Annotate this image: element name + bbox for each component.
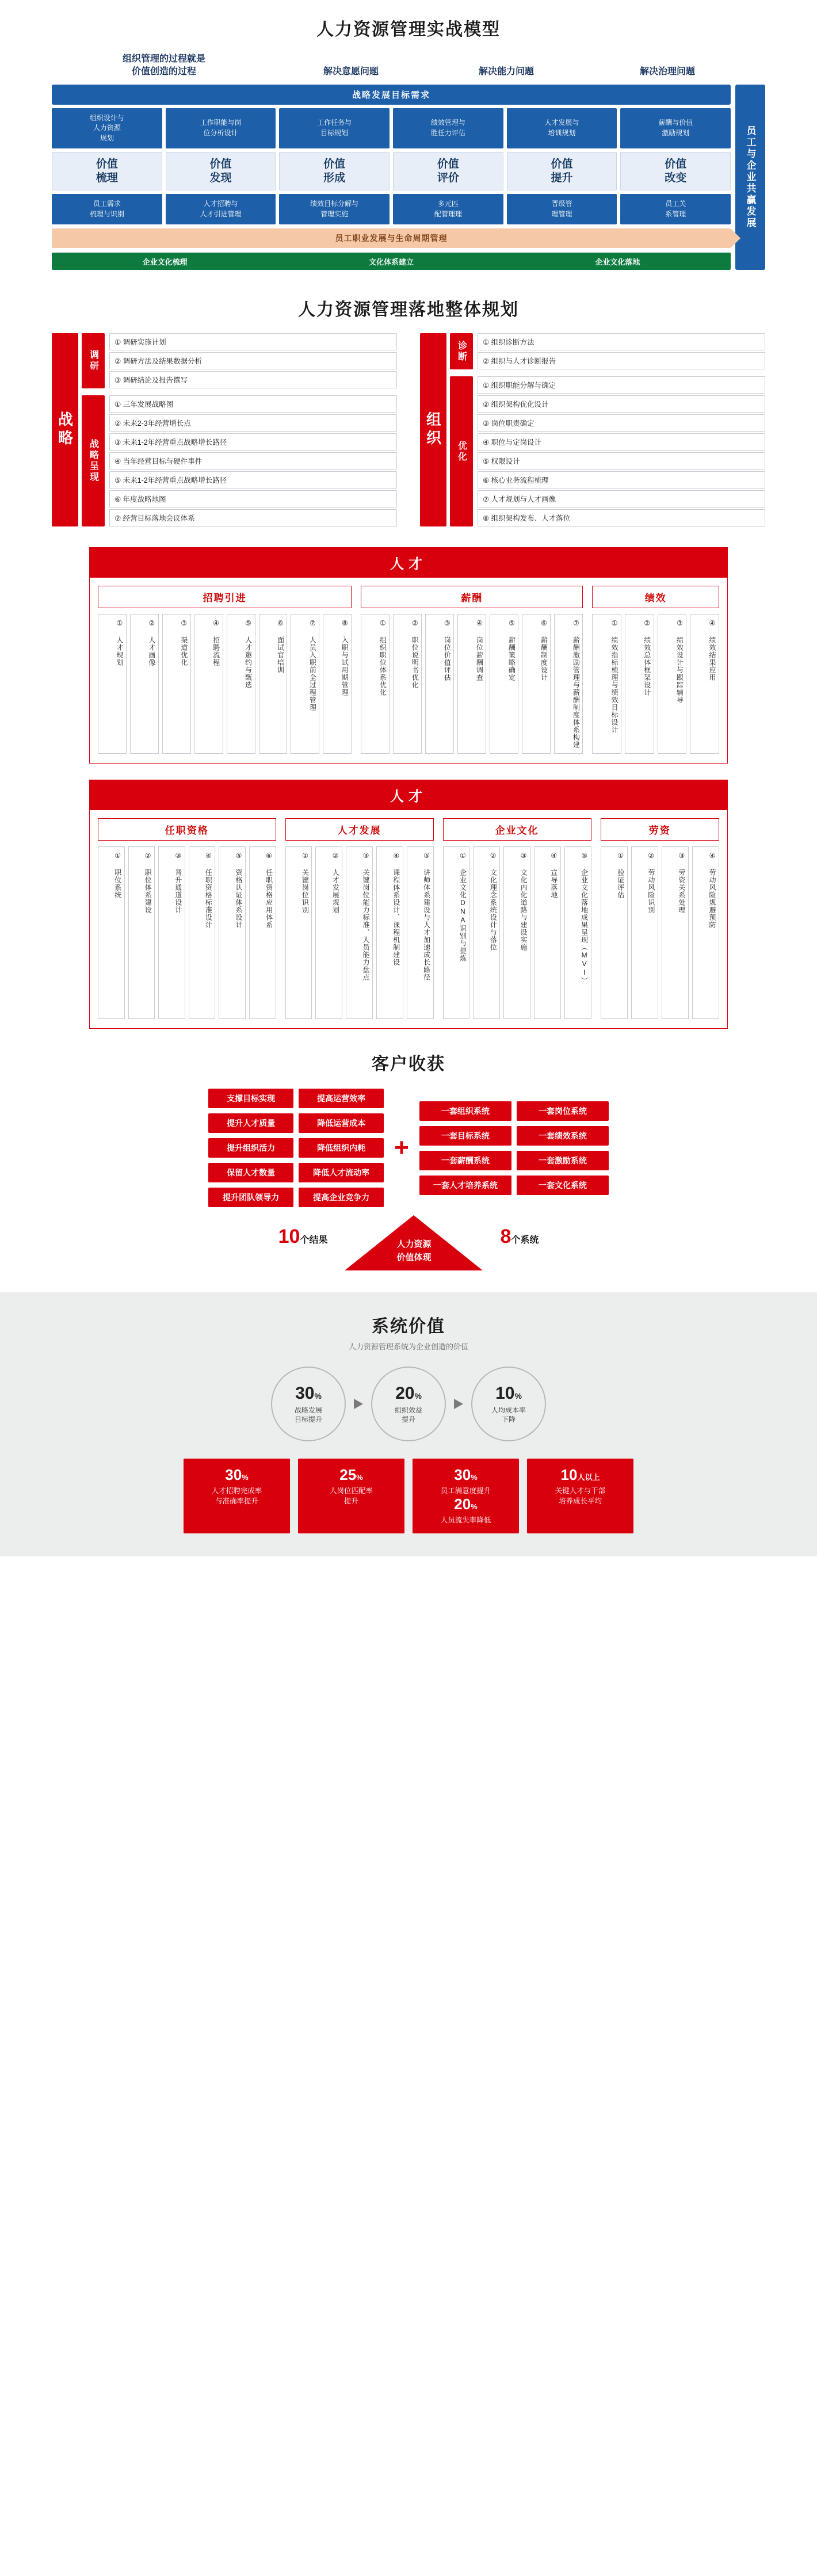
planning-columns — [52, 333, 765, 526]
talent-item: ② 人才发展规划 — [315, 846, 342, 1019]
plus-icon: + — [394, 1134, 409, 1162]
metric-label: 人才招聘完成率 与准确率提升 — [211, 1486, 262, 1505]
value-circle-number: 10% — [495, 1384, 522, 1403]
metric-value: 30% — [225, 1466, 249, 1484]
action-cell-1: 人才招聘与 人才引进管理 — [166, 194, 276, 224]
metric-label: 关键人才与干部 培养成长平均 — [555, 1486, 606, 1505]
win-win-side-label: 员工与企业共赢发展 — [735, 85, 765, 270]
talent-item: ① 关键岗位识别 — [285, 846, 312, 1019]
result-item: 提升人才质量 — [208, 1113, 293, 1133]
list-item: ② 调研方法及结果数据分析 — [109, 352, 397, 369]
organization-group-list-1 — [478, 376, 765, 526]
talent-item: ③ 劳资关系处理 — [662, 846, 689, 1019]
organization-groups — [450, 333, 765, 526]
action-cell-2: 绩效目标分解与 管理实施 — [279, 194, 390, 224]
result-row-1 — [208, 1113, 384, 1133]
metric-label: 人岗位匹配率 提升 — [329, 1486, 373, 1505]
system-item: 一套组织系统 — [419, 1101, 511, 1121]
result-row-2 — [208, 1138, 384, 1158]
organization-group-list-0 — [478, 333, 765, 369]
talent-group-head-1: 人才发展 — [285, 818, 434, 841]
talent-item: ④ 课程体系设计、课程机制建设 — [376, 846, 403, 1019]
system-row-2 — [419, 1151, 609, 1170]
talent-group-head-1: 薪酬 — [361, 586, 583, 608]
organization-label: 组织 — [420, 333, 446, 526]
talent-item: ⑤ 薪酬策略确定 — [490, 614, 518, 754]
system-item: 一套目标系统 — [419, 1126, 511, 1146]
value-circle-number: 30% — [295, 1384, 322, 1403]
strategy-goal-bar: 战略发展目标需求 — [52, 85, 731, 105]
talent-item: ③ 岗位价值评估 — [425, 614, 454, 754]
planning-organization — [420, 333, 765, 526]
list-item: ① 组织诊断方法 — [478, 333, 765, 350]
list-item: ⑦ 经营目标落地会议体系 — [109, 509, 397, 526]
planning-strategy — [52, 333, 397, 526]
talent-item: ① 绩效指标梳理与绩效目标设计 — [592, 614, 621, 754]
action-cell-5: 员工关 系管理 — [620, 194, 731, 224]
talent-item: ① 验证评估 — [601, 846, 628, 1019]
culture-band — [52, 253, 731, 270]
talent-item: ① 企业文化DNA识别与提炼 — [443, 846, 470, 1019]
result-row-0 — [208, 1089, 384, 1108]
list-item: ① 调研实施计划 — [109, 333, 397, 350]
heading-0: 组织管理的过程就是 价值创造的过程 — [122, 54, 205, 77]
section1-headings — [52, 53, 765, 79]
talent-group-0 — [98, 818, 276, 1019]
value-cell-3: 价值 评价 — [393, 152, 503, 191]
arrow-right-icon — [354, 1399, 363, 1409]
value-cell-4: 价值 提升 — [507, 152, 617, 191]
value-circle-2 — [471, 1367, 546, 1441]
talent-item: ④ 岗位薪酬调查 — [457, 614, 486, 754]
result-item: 降低组织内耗 — [299, 1138, 384, 1158]
talent-item: ⑤ 人才邀约与甄选 — [227, 614, 255, 754]
result-item: 提升团队领导力 — [208, 1188, 293, 1207]
heading-1: 解决意愿问题 — [323, 67, 379, 77]
talent-item: ⑤ 资格认证体系设计 — [219, 846, 246, 1019]
metric-card-1 — [298, 1459, 404, 1533]
culture-item-1: 文化体系建立 — [368, 257, 414, 266]
metric-card-0 — [184, 1459, 290, 1533]
model-row-actions — [52, 194, 731, 224]
list-item: ④ 当年经营目标与硬件事件 — [109, 452, 397, 470]
talent-group-columns-1 — [285, 846, 434, 1019]
talent-item: ⑦ 薪酬激励管理与薪酬制度体系构建 — [554, 614, 583, 754]
talent-title-1: 人才 — [89, 547, 728, 578]
result-item: 保留人才数量 — [208, 1163, 293, 1182]
talent-item: ⑥ 面试官培训 — [259, 614, 288, 754]
talent-item: ③ 文化内化道路与建设实施 — [503, 846, 530, 1019]
section1-matrix — [52, 85, 731, 270]
system-item: 一套激励系统 — [517, 1151, 609, 1170]
metric-value-2: 20% — [454, 1495, 478, 1513]
results-count-number: 10 — [278, 1226, 300, 1248]
talent-groups-2 — [89, 810, 728, 1029]
system-item: 一套薪酬系统 — [419, 1151, 511, 1170]
systems-count — [500, 1215, 539, 1248]
talent-item: ⑤ 企业文化落地成果呈现（MVI） — [564, 846, 591, 1019]
function-cell-0: 组织设计与 人力资源 规划 — [52, 108, 162, 148]
talent-item: ④ 绩效结果应用 — [690, 614, 719, 754]
list-item: ⑥ 年度战略地图 — [109, 490, 397, 507]
result-item: 提升组织活力 — [208, 1138, 293, 1158]
talent-item: ③ 晋升通道设计 — [158, 846, 185, 1019]
talent-group-head-0: 招聘引进 — [98, 586, 352, 608]
talent-item: ④ 宣导落地 — [534, 846, 561, 1019]
result-item: 降低人才流动率 — [299, 1163, 384, 1182]
talent-group-head-2: 绩效 — [592, 586, 719, 608]
list-item: ② 组织架构优化设计 — [478, 395, 765, 413]
list-item: ② 组织与人才诊断报告 — [478, 352, 765, 369]
function-cell-2: 工作任务与 目标规划 — [279, 108, 390, 148]
talent-item: ⑥ 薪酬制度设计 — [522, 614, 551, 754]
action-cell-4: 晋级管 理管理 — [507, 194, 617, 224]
value-cell-2: 价值 形成 — [279, 152, 390, 191]
section-customer-gains — [0, 1035, 817, 1276]
organization-group-label-0: 诊断 — [450, 333, 473, 369]
value-circle-caption: 战略发展 目标提升 — [294, 1406, 322, 1424]
value-cell-1: 价值 发现 — [166, 152, 276, 191]
talent-item: ② 职位体系建设 — [128, 846, 155, 1019]
list-item: ④ 职位与定岗设计 — [478, 433, 765, 451]
talent-block-1 — [89, 547, 728, 764]
value-metrics — [0, 1459, 817, 1533]
talent-item: ② 人才画像 — [130, 614, 159, 754]
talent-group-columns-0 — [98, 846, 276, 1019]
talent-group-head-0: 任职资格 — [98, 818, 276, 841]
arrow-right-icon — [454, 1399, 463, 1409]
organization-group-0 — [450, 333, 765, 369]
talent-group-1 — [361, 586, 583, 754]
lifecycle-band: 员工职业发展与生命周期管理 — [52, 228, 731, 248]
section5-title: 客户收获 — [372, 1055, 445, 1074]
heading-2: 解决能力问题 — [478, 67, 534, 77]
systems-grid — [419, 1101, 609, 1195]
talent-group-columns-2 — [592, 614, 719, 754]
gains-wrap — [121, 1089, 696, 1207]
strategy-group-0 — [82, 333, 397, 388]
strategy-label: 战略 — [52, 333, 78, 526]
function-cell-3: 绩效管理与 胜任力评估 — [393, 108, 503, 148]
list-item: ③ 未来1-2年经营重点战略增长路径 — [109, 433, 397, 451]
list-item: ① 三年发展战略图 — [109, 395, 397, 413]
talent-item: ② 绩效总体框架设计 — [625, 614, 654, 754]
results-grid — [208, 1089, 384, 1207]
talent-group-2 — [443, 818, 591, 1019]
talent-item: ② 文化理念系统设计与落位 — [473, 846, 500, 1019]
section1-title: 人力资源管理实战模型 — [316, 20, 501, 39]
system-item: 一套岗位系统 — [517, 1101, 609, 1121]
talent-item: ③ 渠道优化 — [162, 614, 191, 754]
talent-group-columns-2 — [443, 846, 591, 1019]
heading-3: 解决治理问题 — [639, 67, 695, 77]
section-planning — [0, 281, 817, 537]
list-item: ⑤ 未来1-2年经营重点战略增长路径 — [109, 471, 397, 489]
metric-value: 25% — [339, 1466, 363, 1484]
function-cell-4: 人才发展与 培训规划 — [507, 108, 617, 148]
list-item: ⑧ 组织架构发布、人才落位 — [478, 509, 765, 526]
strategy-group-label-0: 调研 — [82, 333, 105, 388]
function-cell-5: 薪酬与价值 激励规划 — [620, 108, 731, 148]
talent-item: ⑥ 任职资格应用体系 — [249, 846, 276, 1019]
talent-group-columns-1 — [361, 614, 583, 754]
organization-group-label-1: 优化 — [450, 376, 473, 526]
list-item: ⑦ 人才规划与人才画像 — [478, 490, 765, 507]
triangle-label: 人力资源 价值体现 — [396, 1239, 432, 1262]
metric-value: 10人以上 — [560, 1466, 600, 1484]
talent-item: ① 组织职位体系优化 — [361, 614, 390, 754]
result-row-3 — [208, 1163, 384, 1182]
result-row-4 — [208, 1188, 384, 1207]
list-item: ⑤ 权限设计 — [478, 452, 765, 470]
talent-item: ⑧ 入职与试用期管理 — [323, 614, 352, 754]
section-model — [0, 0, 817, 281]
list-item: ③ 岗位职责确定 — [478, 414, 765, 432]
value-circle-1 — [371, 1367, 446, 1441]
metric-label-2: 人员流失率降低 — [440, 1516, 491, 1524]
talent-group-columns-0 — [98, 614, 352, 754]
organization-group-1 — [450, 376, 765, 526]
list-item: ② 未来2-3年经营增长点 — [109, 414, 397, 432]
talent-group-1 — [285, 818, 434, 1019]
list-item: ① 组织职能分解与确定 — [478, 376, 765, 394]
value-circle-caption: 人均成本率 下降 — [491, 1406, 526, 1424]
talent-item: ④ 劳动风险规避预防 — [692, 846, 719, 1019]
section1-body — [52, 85, 765, 270]
strategy-group-list-0 — [109, 333, 397, 388]
talent-group-columns-3 — [601, 846, 719, 1019]
talent-item: ③ 关键岗位能力标准、人员能力盘点 — [346, 846, 373, 1019]
talent-block-2 — [89, 780, 728, 1029]
talent-item: ⑤ 讲师体系建设与人才加速成长路径 — [407, 846, 434, 1019]
function-cell-1: 工作职能与岗 位分析设计 — [166, 108, 276, 148]
talent-title-2: 人才 — [89, 780, 728, 810]
value-cell-5: 价值 改变 — [620, 152, 731, 191]
talent-group-head-3: 劳资 — [601, 818, 719, 841]
talent-item: ② 职位说明书优化 — [393, 614, 422, 754]
value-circle-0 — [271, 1367, 346, 1441]
value-circle-caption: 组织效益 提升 — [394, 1406, 422, 1424]
system-item: 一套绩效系统 — [517, 1126, 609, 1146]
action-cell-0: 员工需求 梳理与识别 — [52, 194, 162, 224]
talent-item: ② 劳动风险识别 — [631, 846, 658, 1019]
metric-card-3 — [527, 1459, 633, 1533]
talent-item: ⑦ 人员入职前全过程管理 — [291, 614, 319, 754]
strategy-group-list-1 — [109, 395, 397, 526]
talent-item: ④ 招聘流程 — [194, 614, 223, 754]
system-row-0 — [419, 1101, 609, 1121]
talent-item: ① 职位系统 — [98, 846, 125, 1019]
section-talent-2 — [0, 769, 817, 1035]
list-item: ③ 调研结论及报告撰写 — [109, 371, 397, 388]
results-count-label: 个结果 — [300, 1235, 328, 1246]
strategy-group-1 — [82, 395, 397, 526]
talent-group-2 — [592, 586, 719, 754]
value-cell-0: 价值 梳理 — [52, 152, 162, 191]
value-circles — [0, 1367, 817, 1441]
systems-count-number: 8 — [500, 1226, 511, 1248]
system-row-1 — [419, 1126, 609, 1146]
culture-item-0: 企业文化梳理 — [142, 257, 188, 266]
section6-subtitle: 人力资源管理系统为企业创造的价值 — [348, 1342, 468, 1352]
talent-group-3 — [601, 818, 719, 1019]
action-cell-3: 多元匹 配管理理 — [393, 194, 503, 224]
result-item: 支撑目标实现 — [208, 1089, 293, 1108]
talent-groups-1 — [89, 578, 728, 764]
section2-title: 人力资源管理落地整体规划 — [298, 300, 519, 320]
result-item: 提高运营效率 — [299, 1089, 384, 1108]
section-talent-1 — [0, 537, 817, 769]
list-item: ⑥ 核心业务流程梳理 — [478, 471, 765, 489]
metric-card-2 — [413, 1459, 519, 1533]
strategy-groups — [82, 333, 397, 526]
metric-label: 员工满意度提升 — [440, 1486, 491, 1495]
system-item: 一套人才培养系统 — [419, 1176, 511, 1195]
results-count — [278, 1215, 328, 1248]
culture-item-2: 企业文化落地 — [595, 257, 640, 266]
value-triangle — [345, 1215, 483, 1270]
result-item: 降低运营成本 — [299, 1113, 384, 1133]
section6-title: 系统价值 — [372, 1317, 445, 1337]
gains-footer — [121, 1215, 696, 1270]
talent-item: ③ 绩效设计与跟踪辅导 — [658, 614, 687, 754]
model-row-value — [52, 152, 731, 191]
metric-value: 30% — [454, 1466, 478, 1484]
result-item: 提高企业竞争力 — [299, 1188, 384, 1207]
talent-group-0 — [98, 586, 352, 754]
system-item: 一套文化系统 — [517, 1176, 609, 1195]
systems-count-label: 个系统 — [511, 1235, 539, 1246]
strategy-group-label-1: 战略呈现 — [82, 395, 105, 526]
talent-item: ① 人才规划 — [98, 614, 127, 754]
talent-item: ④ 任职资格标准设计 — [189, 846, 216, 1019]
value-circle-number: 20% — [395, 1384, 422, 1403]
section-system-value — [0, 1292, 817, 1556]
system-row-3 — [419, 1176, 609, 1195]
talent-group-head-2: 企业文化 — [443, 818, 591, 841]
model-row-functions — [52, 108, 731, 148]
